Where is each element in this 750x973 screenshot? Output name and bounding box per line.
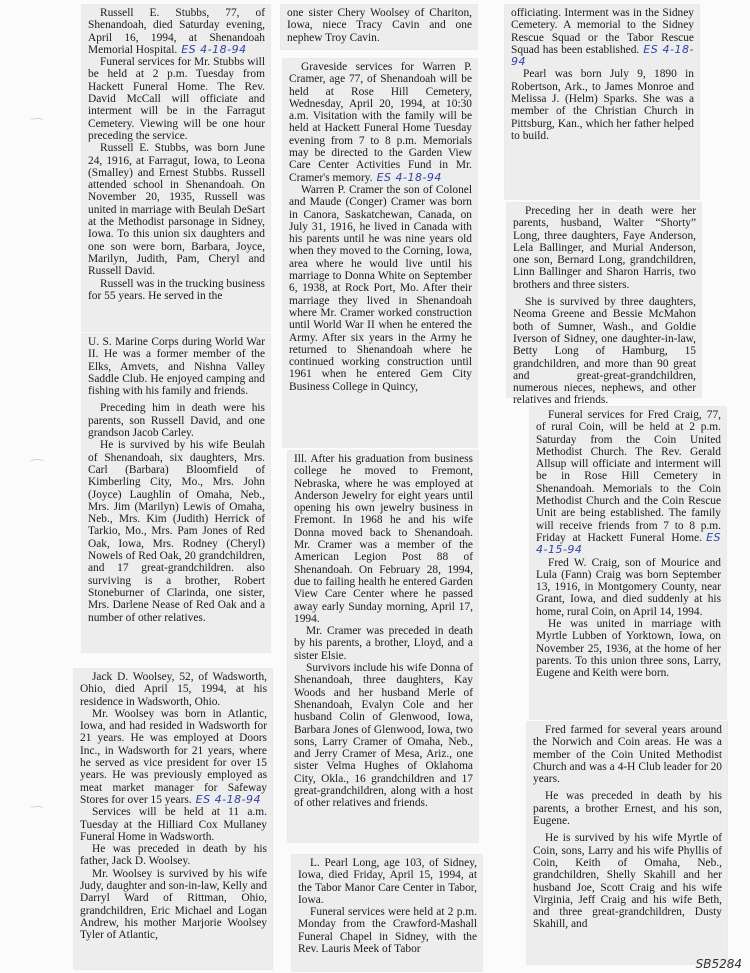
paragraph: Funeral services for Mr. Stubbs will be held at 2 p.m. Tuesday from Hackett Funeral Home. The Rev. David McCall will officiate and interment will be in the Farragut Cemetery. Viewing will be one hour preceding the service. xyxy=(88,56,265,142)
punch-hole xyxy=(30,118,44,125)
paragraph: Funeral services were held at 2 p.m. Monday from the Crawford-Mashall Funeral Chapel in Sidney, with the Rev. Lauris Meek of Tabor xyxy=(298,906,477,956)
paragraph: Ill. After his graduation from business college he moved to Fremont, Nebraska, where he was employed at Anderson Jewelry for eight years until opening his own jewelry business in Fremont. In 1968 he and his wife Donna moved back to Shenandoah. Mr. Cramer was a member of the American Legion Post 88 of Shenandoah. On February 28, 1994, due to failing health he entered Garden View Care Center where he passed away early Sunday morning, April 17, 1994. xyxy=(294,453,473,625)
paragraph: one sister Chery Woolsey of Chariton, Iowa, niece Tracy Cavin and one nephew Troy Cavin. xyxy=(287,7,472,44)
paragraph: Graveside services for Warren P. Cramer, age 77, of Shenandoah will be held at Rose Hill Cemetery, Wednesday, April 20, 1994, at 10:30 a.m. Visitation with the family will be held at Hackett Funeral Home Tuesday evening from 7 to 8 p.m. Memorials may be directed to the Garden View Care Center Activities Fund in Mr. Cramer's memory. ES 4-18-94 xyxy=(289,61,472,184)
handwritten-date: ES 4-18-94 xyxy=(181,42,247,56)
paragraph: Mr. Cramer was preceded in death by his parents, a brother, Lloyd, and a sister Elsie. xyxy=(294,625,473,662)
punch-hole xyxy=(30,806,44,813)
paragraph: U. S. Marine Corps during World War II. He was a former member of the Elks, Amvets, and Nishna Valley Saddle Club. He enjoyed camping and fishing with his family and friends. xyxy=(88,336,265,398)
clipping-stubbs xyxy=(82,5,270,331)
paragraph: Preceding her in death were her parents, husband, Walter “Shorty” Long, three daughters, Faye Anderson, Lela Ballinger, and Murial Anderson, one son, Bernard Long, grandchildren, Linn Ballinger and Sharon Harris, two brothers and three sisters. xyxy=(513,205,696,291)
paragraph: Fred W. Craig, son of Mourice and Lula (Fann) Craig was born September 13, 1916, in Montgomery County, near Grant, Iowa, and died suddenly at his home, rural Coin, on April 14, 1994. xyxy=(536,556,721,618)
paragraph: L. Pearl Long, age 103, of Sidney, Iowa, died Friday, April 15, 1994, at the Tabor Manor Care Center in Tabor, Iowa. xyxy=(298,857,477,906)
clipping-woolsey xyxy=(74,669,272,969)
paragraph: Russell was in the trucking business for 55 years. He served in the xyxy=(88,277,265,302)
clipping-craig xyxy=(530,407,726,719)
clipping-craig-continued xyxy=(527,722,727,964)
paragraph: Russell E. Stubbs, was born June 24, 1916, at Farragut, Iowa, to Leona (Smalley) and Ernest Stubbs. Russell attended school in Shenandoah. On November 20, 1935, Russell was united in marriage with Beulah DeSart at the Methodist parsonage in Sidney, Iowa. To this union six daughters and one son were born, Barbara, Joyce, Marilyn, Judith, Pam, Cheryl and Russell David. xyxy=(88,142,265,278)
paragraph: Services will be held at 11 a.m. Tuesday at the Hilliard Cox Mullaney Funeral Home in Wadsworth. xyxy=(80,806,267,843)
handwritten-date: ES 4-18-94 xyxy=(376,170,442,184)
clipping-woolsey-continued xyxy=(281,5,477,49)
paragraph: He was preceded in death by his parents, a brother Ernest, and his son, Eugene. xyxy=(533,790,722,828)
paragraph: Funeral services for Fred Craig, 77, of rural Coin, will be held at 2 p.m. Saturday from the Coin United Methodist Church. The Rev. Gerald Allsup will officiate and interment will be in Rose Hill Cemetery in Shenandoah. Memorials to the Coin Methodist Church and the Coin Rescue Unit are being established. The family will receive friends from 7 to 8 p.m. Friday at Hackett Funeral Home. ES 4-15-94 xyxy=(536,409,721,557)
paragraph: Warren P. Cramer the son of Colonel and Maude (Conger) Cramer was born in Canora, Saskatchewan, Canada, on July 31, 1916, he lived in Canada with his parents until he was nine years old when they moved to the Corning, Iowa, area where he would live until his marriage to Donna White on September 6, 1938, at Rock Port, Mo. After their marriage they lived in Shenandoah where Mr. Cramer worked construction until World War II when he entered the Army. After six years in the Army he returned to Shenandoah where he continued working construction until 1961 when he entered Gem City Business College in Quincy, xyxy=(289,183,472,393)
paragraph: He is survived by his wife Myrtle of Coin, sons, Larry and his wife Phyllis of Coin, Keith of Omaha, Neb., grandchildren, Shelly Skahill and her husband Joe, Scott Craig and his wife Virginia, Jeff Craig and his wife Beth, and three great-grandchildren, Dusty Skahill, and xyxy=(533,832,722,931)
paragraph: Jack D. Woolsey, 52, of Wadsworth, Ohio, died April 15, 1994, at his residence in Wadsworth, Ohio. xyxy=(80,671,267,708)
handwritten-date: ES 4-18-94 xyxy=(511,42,694,69)
paragraph: Russell E. Stubbs, 77, of Shenandoah, died Saturday evening, April 16, 1994, at Shenandoah Memorial Hospital. ES 4-18-94 xyxy=(88,7,265,56)
handwritten-date: ES 4-18-94 xyxy=(195,792,262,806)
archive-code: SB5284 xyxy=(695,957,742,971)
clipping-cramer xyxy=(283,59,477,447)
paragraph: Fred farmed for several years around the Norwich and Coin areas. He was a member of the Coin United Methodist Church and was a 4-H Club leader for 20 years. xyxy=(533,724,722,786)
paragraph: Mr. Woolsey is survived by his wife Judy, daughter and son-in-law, Kelly and Darryl Ward of Rittman, Ohio, grandchildren, Eric Michael and Logan Andrew, his mother Marjorie Woolsey Tyler of Atlantic, xyxy=(80,867,267,942)
paragraph: Survivors include his wife Donna of Shenandoah, three daughters, Kay Woods and her husband Merle of Shenandoah, Evalyn Cole and her husband Colin of Glenwood, Iowa, Barbara Jones of Glenwood, Iowa, two sons, Larry Cramer of Omaha, Neb., and Jerry Cramer of Mesa, Ariz., one sister Velma Hughes of Oklahoma City, Okla., 16 grandchildren and 17 great-grandchildren, along with a host of other relatives and friends. xyxy=(294,662,473,810)
handwritten-date: ES 4-15-94 xyxy=(536,530,721,557)
clipping-long-continued xyxy=(505,5,699,199)
paragraph: Mr. Woolsey was born in Atlantic, Iowa, and had resided in Wadsworth for 21 years. He was employed at Doors Inc., in Wadsworth for 21 years, where he served as vice president for over 15 years. He was previously employed as meat market manager for Safeway Stores for over 15 years. ES 4-18-94 xyxy=(80,707,267,806)
punch-hole xyxy=(30,459,44,466)
paragraph: Preceding him in death were his parents, son Russell David, and one grandson Jacob Carley. xyxy=(88,402,265,440)
paragraph: He was preceded in death by his father, Jack D. Woolsey. xyxy=(80,843,267,868)
clipping-long xyxy=(292,855,482,971)
clipping-long-continued-2 xyxy=(507,203,701,407)
paragraph: officiating. Interment was in the Sidney Cemetery. A memorial to the Sidney Rescue Squad or the Tabor Rescue Squad has been established. ES 4-18-94 xyxy=(511,7,694,69)
paragraph: He is survived by his wife Beulah of Shenandoah, six daughters, Mrs. Carl (Barbara) Bloomfield of Kimberling City, Mo., Mrs. John (Joyce) Laughlin of Omaha, Neb., Mrs. Jim (Marilyn) Lewis of Omaha, Neb., Mrs. Kim (Judith) Herrick of Tarkio, Mo., Mrs. Pam Jones of Red Oak, Iowa, Mrs. Rodney (Cheryl) Nowels of Red Oak, 20 grandchildren, and 17 great-grandchildren. also surviving is a brother, Robert Stoneburner of Clarinda, one sister, Mrs. Darlene Nease of Red Oak and a number of other relatives. xyxy=(88,439,265,624)
clipping-stubbs-continued xyxy=(82,334,270,652)
paragraph: He was united in marriage with Myrtle Lubben of Yorktown, Iowa, on November 25, 1936, at the home of her parents. To this union three sons, Larry, Eugene and Keith were born. xyxy=(536,618,721,680)
paragraph: She is survived by three daughters, Neoma Greene and Bessie McMahon both of Sumner, Wash., and Goldie Iverson of Sidney, one daughter-in-law, Betty Long of Hamburg, 15 grandchildren, and more than 90 great and great-great-grandchildren, numerous nieces, nephews, and other relatives and friends. xyxy=(513,296,696,407)
clipping-cramer-continued xyxy=(288,451,478,842)
paragraph: Pearl was born July 9, 1890 in Robertson, Ark., to James Monroe and Melissa J. (Helm) Sparks. She was a member of the Christian Church in Pittsburg, Kan., which her father helped to build. xyxy=(511,68,694,142)
